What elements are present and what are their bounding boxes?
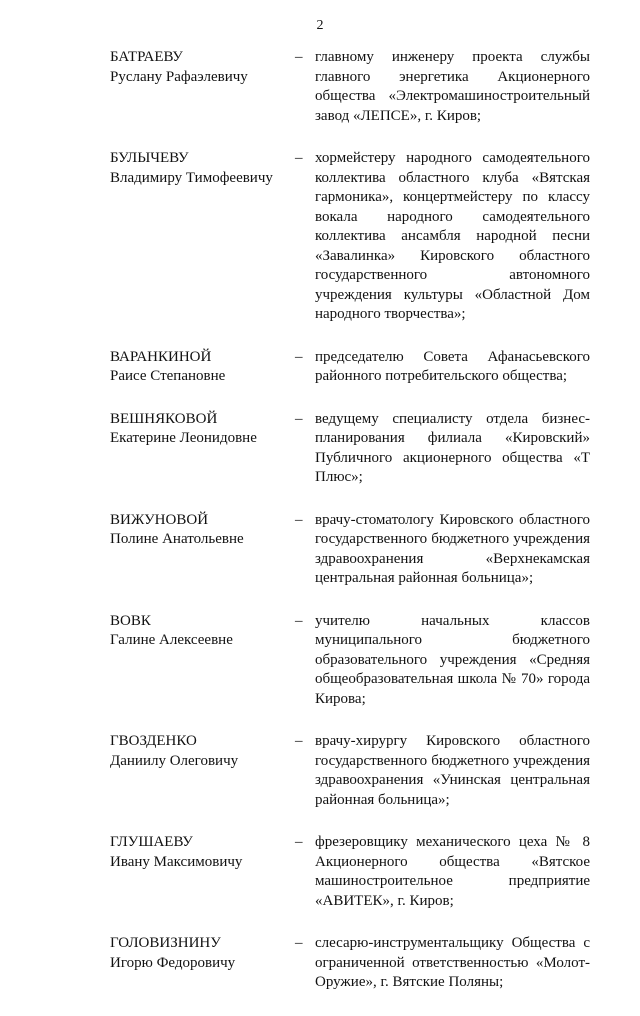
position-description: фрезеровщику механического цеха № 8 Акционерного общества «Вятское машиностроительное предприятие «АВИТЕК», г. Киров; — [315, 834, 590, 909]
given-name: Галине Алексеевне — [110, 632, 233, 648]
list-item — [110, 511, 590, 589]
position-description: хормейстеру народного самодеятельного коллектива областного клуба «Вятская гармоника», концертмейстеру по классу вокала народного самодеятельного коллектива ансамбля народной песни «Завалинка» Кировского областного государственного автономного учреждения культуры «Областной Дом народного творчества»; — [315, 150, 590, 322]
person-name — [110, 833, 295, 872]
dash-separator: – — [295, 834, 303, 850]
person-name — [110, 149, 295, 188]
list-item — [110, 833, 590, 911]
given-name: Ивану Максимовичу — [110, 853, 243, 870]
person-name — [110, 732, 295, 771]
given-name: Даниилу Олеговичу — [110, 752, 239, 769]
dash-separator: – — [295, 49, 303, 65]
given-name: Руслану Рафаэлевичу — [110, 68, 248, 85]
surname: БУЛЫЧЕВУ — [110, 150, 189, 166]
surname: ГОЛОВИЗНИНУ — [110, 935, 221, 951]
position-description: слесарю-инструментальщику Общества с ограниченной ответственностью «Молот-Оружие», г. Вятские Поляны; — [315, 935, 590, 990]
dash-separator: – — [295, 511, 303, 528]
page-number: 2 — [316, 18, 324, 33]
list-item — [110, 48, 590, 126]
surname: ГЛУШАЕВУ — [110, 834, 193, 850]
award-list — [110, 48, 590, 1016]
person-name — [110, 48, 295, 87]
list-item — [110, 612, 590, 710]
surname: ВАРАНКИНОЙ — [110, 348, 212, 365]
position-description: ведущему специалисту отдела бизнес-планирования филиала «Кировский» Публичного акционерного общества «Т Плюс»; — [315, 410, 590, 485]
dash-separator: – — [295, 150, 303, 166]
position-description: председателю Совета Афанасьевского районного потребительского общества; — [315, 348, 590, 384]
person-name — [110, 410, 295, 449]
person-name — [110, 934, 295, 973]
list-item — [110, 410, 590, 488]
dash-separator: – — [295, 935, 303, 951]
position-description: главному инженеру проекта службы главного энергетика Акционерного общества «Электромашиностроительный завод «ЛЕПСЕ», г. Киров; — [315, 49, 590, 124]
list-item — [110, 732, 590, 810]
surname: ВИЖУНОВОЙ — [110, 511, 209, 528]
given-name: Екатерине Леонидовне — [110, 430, 257, 446]
surname: ВЕШНЯКОВОЙ — [110, 410, 218, 427]
surname: ВОВК — [110, 612, 151, 629]
surname: БАТРАЕВУ — [110, 49, 183, 65]
dash-separator: – — [295, 733, 303, 749]
given-name: Владимиру Тимофеевичу — [110, 169, 273, 186]
given-name: Полине Анатольевне — [110, 531, 244, 547]
surname: ГВОЗДЕНКО — [110, 733, 197, 749]
given-name: Игорю Федоровичу — [110, 954, 236, 971]
dash-separator: – — [295, 410, 303, 427]
list-item — [110, 348, 590, 387]
position-description: врачу-хирургу Кировского областного государственного бюджетного учреждения здравоохранения «Унинская центральная районная больница»; — [315, 733, 590, 808]
person-name — [110, 511, 295, 550]
position-description: врачу-стоматологу Кировского областного государственного бюджетного учреждения здравоохранения «Верхнекамская центральная районная больница»; — [315, 511, 590, 586]
given-name: Раисе Степановне — [110, 368, 226, 384]
list-item — [110, 934, 590, 993]
dash-separator: – — [295, 612, 303, 629]
person-name — [110, 612, 295, 651]
dash-separator: – — [295, 348, 303, 365]
position-description: учителю начальных классов муниципального бюджетного образовательного учреждения «Средняя общеобразовательная школа № 70» города Кирова; — [315, 612, 590, 707]
person-name — [110, 348, 295, 387]
list-item — [110, 149, 590, 325]
